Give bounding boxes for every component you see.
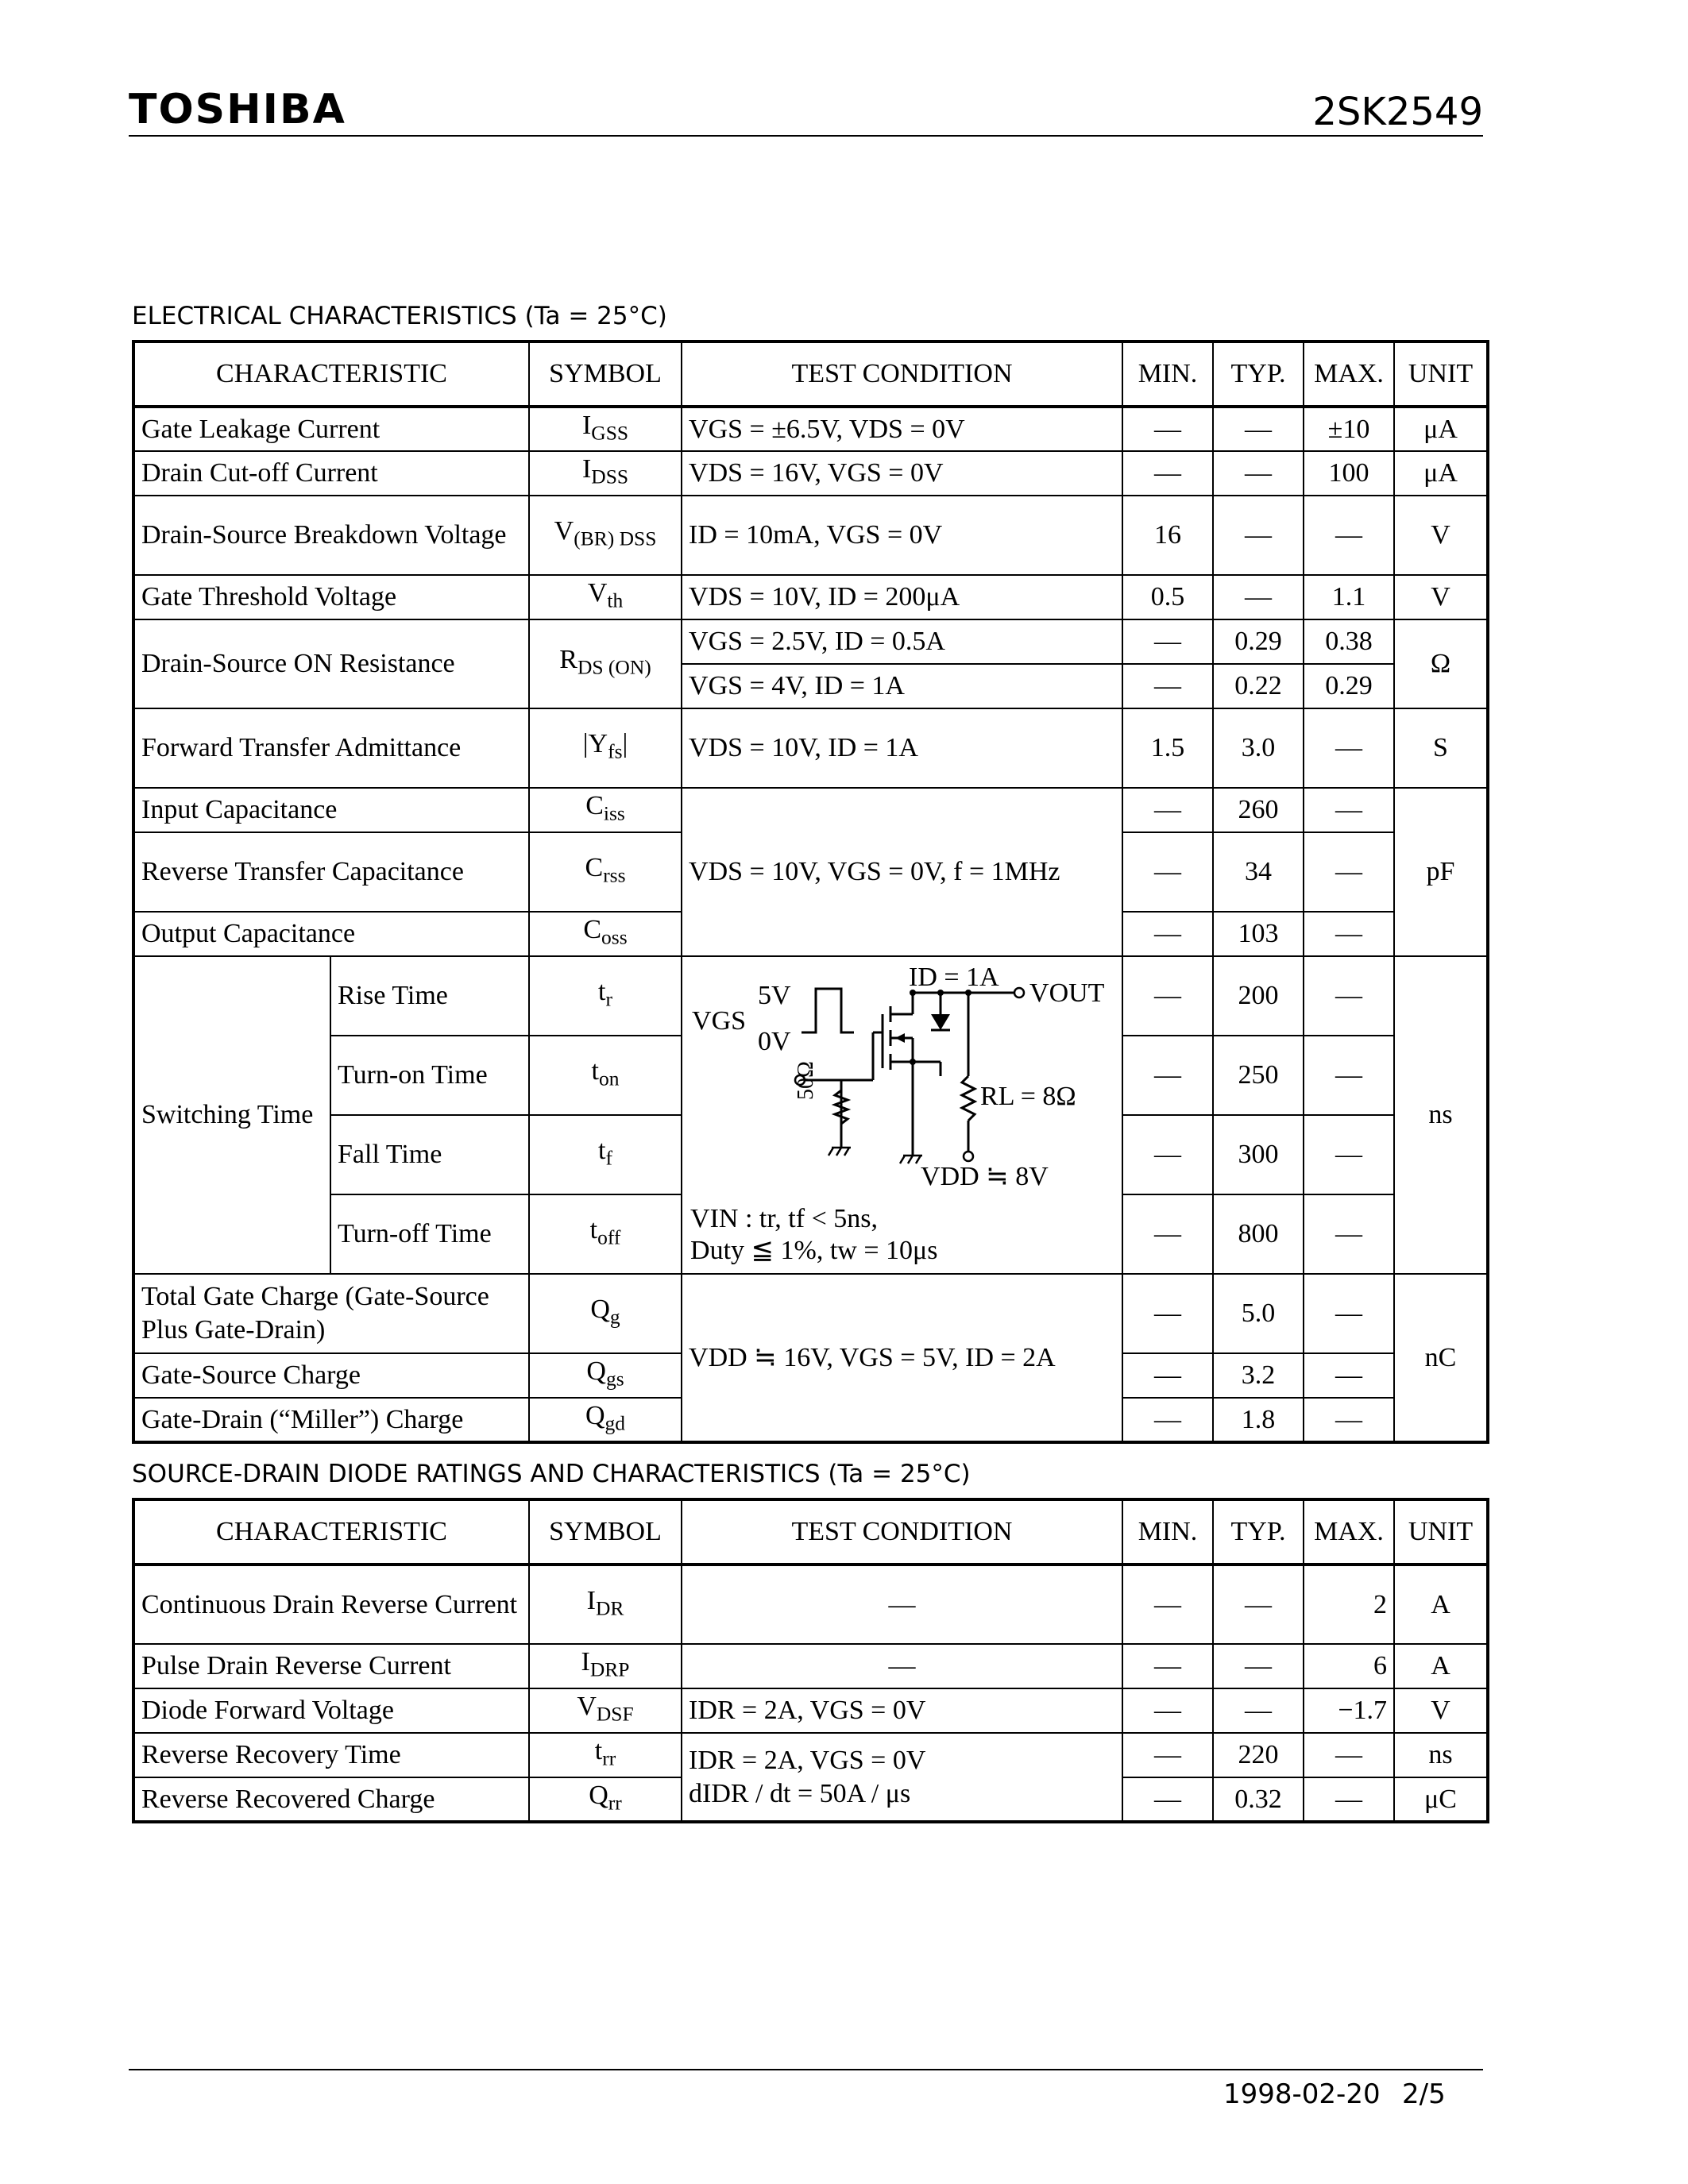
- footer-date: 1998-02-20: [1223, 2078, 1381, 2110]
- row-name: Diode Forward Voltage: [133, 1688, 529, 1733]
- row-symbol: $C_{oss}$: [529, 912, 682, 956]
- row-condition: IDR = 2A, VGS = 0V: [682, 1688, 1122, 1733]
- vdd-label: VDD ≒ 8V: [921, 1162, 1049, 1191]
- row-symbol: $|Y_{fs}|$: [529, 708, 682, 788]
- row-min: —: [1122, 1274, 1213, 1353]
- row-name: Gate Leakage Current: [133, 407, 529, 451]
- row-min: 1.5: [1122, 708, 1213, 788]
- col-max: MAX.: [1304, 341, 1394, 407]
- row-condition: ID = 10mA, VGS = 0V: [682, 496, 1122, 575]
- row-condition: VDS = 16V, VGS = 0V: [682, 451, 1122, 496]
- vout-label: VOUT: [1029, 978, 1105, 1008]
- pulse-high-label: 5V: [758, 981, 791, 1010]
- row-typ: —: [1213, 1688, 1304, 1733]
- row-symbol: $V_{DSF}$: [529, 1688, 682, 1733]
- row-max: —: [1304, 1036, 1394, 1115]
- row-symbol: $t_r$: [529, 956, 682, 1036]
- rl-label: RL = 8Ω: [980, 1082, 1076, 1111]
- row-unit: μA: [1394, 451, 1488, 496]
- row-max: —: [1304, 1353, 1394, 1398]
- row-max: —: [1304, 912, 1394, 956]
- row-condition: VDS = 10V, ID = 1A: [682, 708, 1122, 788]
- row-max: 0.29: [1304, 664, 1394, 708]
- row-name: Drain Cut-off Current: [133, 451, 529, 496]
- row-min: —: [1122, 451, 1213, 496]
- row-min: —: [1122, 1565, 1213, 1644]
- row-min: —: [1122, 407, 1213, 451]
- row-max: —: [1304, 708, 1394, 788]
- row-unit: A: [1394, 1565, 1488, 1644]
- row-unit: V: [1394, 1688, 1488, 1733]
- row-min: —: [1122, 1115, 1213, 1194]
- row-unit: V: [1394, 496, 1488, 575]
- row-name: Output Capacitance: [133, 912, 529, 956]
- row-min: —: [1122, 1644, 1213, 1688]
- row-name: Continuous Drain Reverse Current: [133, 1565, 529, 1644]
- row-min: —: [1122, 956, 1213, 1036]
- row-min: —: [1122, 832, 1213, 912]
- col-typ: TYP.: [1213, 1499, 1304, 1565]
- row-symbol: $V_{(BR) DSS}$: [529, 496, 682, 575]
- row-typ: —: [1213, 407, 1304, 451]
- load-resistor-icon: [962, 1076, 975, 1121]
- row-typ: 0.32: [1213, 1777, 1304, 1822]
- col-symbol: SYMBOL: [529, 1499, 682, 1565]
- row-typ: 800: [1213, 1194, 1304, 1274]
- row-unit: pF: [1394, 788, 1488, 956]
- row-name: Gate-Drain (“Miller”) Charge: [133, 1398, 529, 1442]
- row-typ: 34: [1213, 832, 1304, 912]
- row-typ: 250: [1213, 1036, 1304, 1115]
- col-min: MIN.: [1122, 341, 1213, 407]
- switching-note-1: VIN : tr, tf < 5ns,: [690, 1204, 878, 1233]
- row-name: Reverse Transfer Capacitance: [133, 832, 529, 912]
- col-typ: TYP.: [1213, 341, 1304, 407]
- table-header: [133, 1499, 1488, 1565]
- table-row: [133, 788, 1488, 832]
- row-name: Fall Time: [330, 1115, 529, 1194]
- col-max: MAX.: [1304, 1499, 1394, 1565]
- row-name: Reverse Recovered Charge: [133, 1777, 529, 1822]
- row-name: Pulse Drain Reverse Current: [133, 1644, 529, 1688]
- col-test-condition: TEST CONDITION: [682, 1499, 1122, 1565]
- row-unit: ns: [1394, 1733, 1488, 1777]
- table-row: [133, 1274, 1488, 1353]
- row-min: —: [1122, 1036, 1213, 1115]
- col-symbol: SYMBOL: [529, 341, 682, 407]
- row-symbol: $Q_{gs}$: [529, 1353, 682, 1398]
- row-typ: 1.8: [1213, 1398, 1304, 1442]
- diode-table: [132, 1498, 1489, 1823]
- row-min: —: [1122, 619, 1213, 664]
- switching-conditions: [690, 1203, 937, 1267]
- row-unit: ns: [1394, 956, 1488, 1274]
- row-max: —: [1304, 496, 1394, 575]
- row-unit: Ω: [1394, 619, 1488, 708]
- row-min: 16: [1122, 496, 1213, 575]
- rr-condition-2: dIDR / dt = 50A / μs: [689, 1778, 911, 1808]
- row-symbol: $C_{iss}$: [529, 788, 682, 832]
- row-min: —: [1122, 788, 1213, 832]
- row-max: —: [1304, 1398, 1394, 1442]
- switching-test-circuit: [682, 956, 1122, 1274]
- row-name: Reverse Recovery Time: [133, 1733, 529, 1777]
- row-name: Drain-Source ON Resistance: [133, 619, 529, 708]
- table-row: [133, 451, 1488, 496]
- row-symbol: $C_{rss}$: [529, 832, 682, 912]
- row-min: 0.5: [1122, 575, 1213, 619]
- row-unit: S: [1394, 708, 1488, 788]
- row-name: Turn-off Time: [330, 1194, 529, 1274]
- id-label: ID = 1A: [909, 963, 999, 992]
- row-condition: VGS = 4V, ID = 1A: [682, 664, 1122, 708]
- row-typ: 3.2: [1213, 1353, 1304, 1398]
- row-typ: 5.0: [1213, 1274, 1304, 1353]
- row-max: 100: [1304, 451, 1394, 496]
- row-symbol: $t_{off}$: [529, 1194, 682, 1274]
- row-min: —: [1122, 1194, 1213, 1274]
- row-condition: VDS = 10V, ID = 200μA: [682, 575, 1122, 619]
- row-max: —: [1304, 1733, 1394, 1777]
- row-max: 0.38: [1304, 619, 1394, 664]
- row-typ: 260: [1213, 788, 1304, 832]
- table-row: [133, 619, 1488, 664]
- row-max: 2: [1304, 1565, 1394, 1644]
- row-name: Total Gate Charge (Gate-Source Plus Gate-Drain): [133, 1274, 529, 1353]
- row-max: —: [1304, 832, 1394, 912]
- table-row: [133, 956, 1488, 1036]
- row-symbol: $t_{on}$: [529, 1036, 682, 1115]
- row-name: Rise Time: [330, 956, 529, 1036]
- rr-condition-1: IDR = 2A, VGS = 0V: [689, 1745, 926, 1775]
- col-characteristic: CHARACTERISTIC: [133, 1499, 529, 1565]
- row-name: Gate-Source Charge: [133, 1353, 529, 1398]
- table-header: [133, 341, 1488, 407]
- row-unit: nC: [1394, 1274, 1488, 1442]
- row-condition: [682, 1733, 1122, 1822]
- row-condition: VDS = 10V, VGS = 0V, f = 1MHz: [682, 788, 1122, 956]
- row-max: —: [1304, 1194, 1394, 1274]
- row-name: Drain-Source Breakdown Voltage: [133, 496, 529, 575]
- row-typ: 0.29: [1213, 619, 1304, 664]
- row-symbol: $Q_g$: [529, 1274, 682, 1353]
- electrical-title: ELECTRICAL CHARACTERISTICS (Ta = 25°C): [132, 302, 667, 330]
- r50-label: 50Ω: [794, 1061, 819, 1100]
- row-unit: V: [1394, 575, 1488, 619]
- table-row: [133, 575, 1488, 619]
- arrow-icon: [895, 1033, 905, 1043]
- row-symbol: $I_{DRP}$: [529, 1644, 682, 1688]
- switching-note-2: Duty ≦ 1%, tw = 10μs: [690, 1236, 938, 1265]
- row-typ: 200: [1213, 956, 1304, 1036]
- row-typ: 3.0: [1213, 708, 1304, 788]
- row-unit: μA: [1394, 407, 1488, 451]
- table-row: [133, 407, 1488, 451]
- row-max: —: [1304, 788, 1394, 832]
- table-row: [133, 496, 1488, 575]
- row-max: −1.7: [1304, 1688, 1394, 1733]
- header-rule: [129, 135, 1483, 137]
- body-diode-icon: [931, 1014, 950, 1030]
- row-min: —: [1122, 1688, 1213, 1733]
- row-name: Turn-on Time: [330, 1036, 529, 1115]
- row-typ: —: [1213, 1565, 1304, 1644]
- row-max: —: [1304, 1115, 1394, 1194]
- row-typ: 220: [1213, 1733, 1304, 1777]
- row-symbol: $Q_{rr}$: [529, 1777, 682, 1822]
- row-condition: —: [682, 1565, 1122, 1644]
- row-max: ±10: [1304, 407, 1394, 451]
- diode-title: SOURCE-DRAIN DIODE RATINGS AND CHARACTERISTICS (Ta = 25°C): [132, 1460, 971, 1488]
- input-pulse-icon: [802, 989, 854, 1032]
- col-min: MIN.: [1122, 1499, 1213, 1565]
- row-symbol: $R_{DS (ON)}$: [529, 619, 682, 708]
- row-condition: VDD ≒ 16V, VGS = 5V, ID = 2A: [682, 1274, 1122, 1442]
- vgs-label: VGS: [692, 1006, 747, 1036]
- col-unit: UNIT: [1394, 1499, 1488, 1565]
- brand-logo: TOSHIBA: [129, 86, 346, 133]
- row-max: —: [1304, 1274, 1394, 1353]
- vout-terminal-icon: [1014, 988, 1024, 997]
- row-max: 1.1: [1304, 575, 1394, 619]
- row-typ: 103: [1213, 912, 1304, 956]
- row-name: Input Capacitance: [133, 788, 529, 832]
- row-symbol: $t_{rr}$: [529, 1733, 682, 1777]
- table-row: [133, 1733, 1488, 1777]
- row-symbol: $V_{th}$: [529, 575, 682, 619]
- row-name: Gate Threshold Voltage: [133, 575, 529, 619]
- row-min: —: [1122, 1398, 1213, 1442]
- table-row: [133, 1688, 1488, 1733]
- row-typ: 0.22: [1213, 664, 1304, 708]
- row-symbol: $I_{GSS}$: [529, 407, 682, 451]
- table-row: [133, 708, 1488, 788]
- row-symbol: $t_f$: [529, 1115, 682, 1194]
- row-unit: μC: [1394, 1777, 1488, 1822]
- part-number: 2SK2549: [1312, 90, 1483, 134]
- row-symbol: $I_{DR}$: [529, 1565, 682, 1644]
- row-min: —: [1122, 1733, 1213, 1777]
- row-min: —: [1122, 1777, 1213, 1822]
- ground-icon: [829, 1148, 922, 1163]
- pulse-low-label: 0V: [758, 1027, 791, 1056]
- row-unit: A: [1394, 1644, 1488, 1688]
- row-typ: —: [1213, 451, 1304, 496]
- row-condition: VGS = ±6.5V, VDS = 0V: [682, 407, 1122, 451]
- row-typ: —: [1213, 575, 1304, 619]
- row-max: 6: [1304, 1644, 1394, 1688]
- row-symbol: $I_{DSS}$: [529, 451, 682, 496]
- electrical-table: [132, 340, 1489, 1444]
- col-characteristic: CHARACTERISTIC: [133, 341, 529, 407]
- row-min: —: [1122, 912, 1213, 956]
- row-condition: VGS = 2.5V, ID = 0.5A: [682, 619, 1122, 664]
- row-min: —: [1122, 664, 1213, 708]
- table-row: [133, 1565, 1488, 1644]
- switching-group-label: Switching Time: [133, 956, 330, 1274]
- footer-page: 2/5: [1402, 2078, 1446, 2110]
- row-max: —: [1304, 956, 1394, 1036]
- footer-rule: [129, 2069, 1483, 2070]
- row-typ: —: [1213, 1644, 1304, 1688]
- row-typ: 300: [1213, 1115, 1304, 1194]
- col-test-condition: TEST CONDITION: [682, 341, 1122, 407]
- table-row: [133, 1644, 1488, 1688]
- col-unit: UNIT: [1394, 341, 1488, 407]
- row-typ: —: [1213, 496, 1304, 575]
- row-min: —: [1122, 1353, 1213, 1398]
- row-condition: —: [682, 1644, 1122, 1688]
- row-name: Forward Transfer Admittance: [133, 708, 529, 788]
- row-max: —: [1304, 1777, 1394, 1822]
- row-symbol: $Q_{gd}$: [529, 1398, 682, 1442]
